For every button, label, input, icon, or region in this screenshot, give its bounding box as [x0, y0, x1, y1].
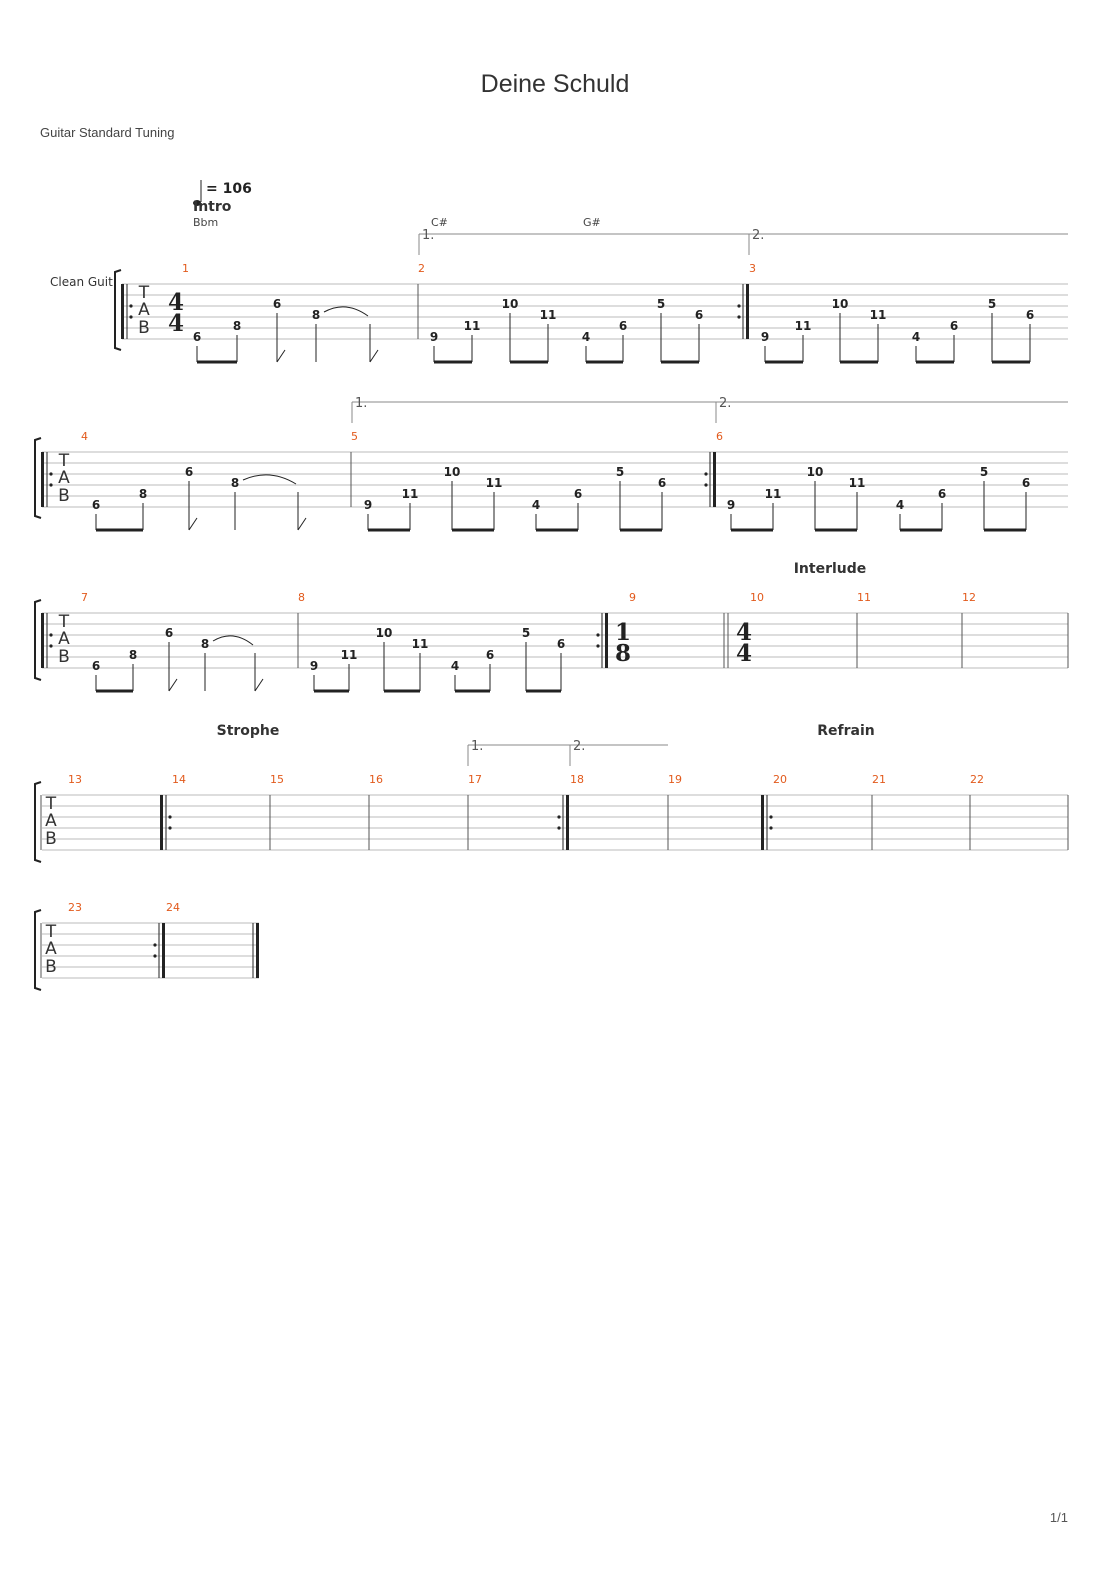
measure-number-7: 7	[81, 591, 88, 604]
tab-clef-a: A	[58, 629, 70, 649]
fret-number: 6	[91, 498, 101, 512]
fret-number: 11	[411, 637, 429, 651]
chord-bbm: Bbm	[193, 216, 219, 229]
tab-clef-b: B	[45, 957, 57, 977]
fret-number: 11	[340, 648, 358, 662]
fret-number: 6	[272, 297, 282, 311]
tab-clef-t: T	[58, 612, 70, 632]
section-interlude: Interlude	[793, 561, 867, 577]
measure-number-4: 4	[81, 430, 88, 443]
fret-number: 6	[1025, 308, 1035, 322]
measure-number-6: 6	[716, 430, 723, 443]
measure-number-5: 5	[351, 430, 358, 443]
measure-number-20: 20	[773, 773, 787, 786]
fret-number: 11	[848, 476, 866, 490]
section-refrain: Refrain	[817, 723, 875, 739]
fret-number: 5	[656, 297, 666, 311]
fret-number: 9	[760, 330, 770, 344]
fret-number: 10	[501, 297, 519, 311]
section-intro: Intro	[193, 199, 232, 215]
time-sig-denominator: 8	[614, 640, 632, 667]
tab-clef-t: T	[45, 794, 57, 814]
tab-clef-t: T	[138, 283, 150, 303]
system-1	[50, 180, 1068, 362]
tab-clef-t: T	[58, 451, 70, 471]
measure-number-17: 17	[468, 773, 482, 786]
fret-number: 4	[581, 330, 591, 344]
tuning-label: Guitar Standard Tuning	[40, 125, 175, 140]
fret-number: 8	[128, 648, 138, 662]
fret-number: 11	[764, 487, 782, 501]
fret-number: 10	[375, 626, 393, 640]
measure-number-21: 21	[872, 773, 886, 786]
tab-clef-a: A	[138, 300, 150, 320]
fret-number: 10	[443, 465, 461, 479]
volta-second-2: 2.	[719, 396, 732, 411]
volta-first-2: 1.	[355, 396, 368, 411]
fret-number: 4	[450, 659, 460, 673]
fret-number: 10	[806, 465, 824, 479]
fret-number: 6	[485, 648, 495, 662]
time-sig-numerator: 4	[167, 289, 185, 316]
tab-clef-a: A	[45, 811, 57, 831]
measure-number-23: 23	[68, 901, 82, 914]
fret-number: 8	[230, 476, 240, 490]
system-4	[35, 723, 1068, 862]
volta-second-1: 2.	[752, 228, 765, 243]
fret-number: 8	[232, 319, 242, 333]
tab-clef-a: A	[58, 468, 70, 488]
fret-number: 11	[869, 308, 887, 322]
fret-number: 10	[831, 297, 849, 311]
fret-number: 11	[794, 319, 812, 333]
measure-number-11: 11	[857, 591, 871, 604]
measure-number-14: 14	[172, 773, 186, 786]
measure-number-10: 10	[750, 591, 764, 604]
fret-number: 4	[911, 330, 921, 344]
fret-number: 6	[657, 476, 667, 490]
fret-number: 6	[556, 637, 566, 651]
page-number: 1/1	[1049, 1510, 1068, 1525]
fret-number: 6	[1021, 476, 1031, 490]
tab-clef-b: B	[58, 647, 70, 667]
fret-number: 6	[618, 319, 628, 333]
measure-number-1: 1	[182, 262, 189, 275]
fret-number: 6	[694, 308, 704, 322]
measure-number-3: 3	[749, 262, 756, 275]
section-strophe: Strophe	[216, 723, 280, 739]
fret-number: 6	[192, 330, 202, 344]
fret-number: 5	[979, 465, 989, 479]
fret-number: 11	[539, 308, 557, 322]
system-2	[35, 396, 1068, 530]
fret-number: 9	[726, 498, 736, 512]
time-sig-numerator: 4	[735, 619, 753, 646]
fret-number: 8	[138, 487, 148, 501]
fret-number: 11	[463, 319, 481, 333]
measure-number-18: 18	[570, 773, 584, 786]
tab-clef-b: B	[58, 486, 70, 506]
fret-number: 8	[311, 308, 321, 322]
volta-first-3: 1.	[471, 739, 484, 754]
measure-number-15: 15	[270, 773, 284, 786]
time-sig-denominator: 4	[735, 640, 753, 667]
fret-number: 11	[485, 476, 503, 490]
measure-number-2: 2	[418, 262, 425, 275]
fret-number: 6	[184, 465, 194, 479]
measure-number-19: 19	[668, 773, 682, 786]
fret-number: 6	[949, 319, 959, 333]
measure-number-9: 9	[629, 591, 636, 604]
fret-number: 8	[200, 637, 210, 651]
volta-first-1: 1.	[422, 228, 435, 243]
tab-clef-a: A	[45, 939, 57, 959]
chord-gsharp: G#	[583, 216, 601, 229]
song-title: Deine Schuld	[480, 70, 630, 98]
fret-number: 6	[164, 626, 174, 640]
system-3	[35, 561, 1068, 691]
fret-number: 4	[531, 498, 541, 512]
fret-number: 5	[987, 297, 997, 311]
measure-number-8: 8	[298, 591, 305, 604]
fret-number: 11	[401, 487, 419, 501]
track-name: Clean Guit	[50, 275, 113, 289]
fret-number: 4	[895, 498, 905, 512]
fret-number: 9	[309, 659, 319, 673]
fret-number: 6	[91, 659, 101, 673]
tab-clef-b: B	[138, 318, 150, 338]
time-sig-numerator: 1	[614, 619, 632, 646]
measure-number-22: 22	[970, 773, 984, 786]
time-sig-denominator: 4	[167, 310, 185, 337]
volta-second-3: 2.	[573, 739, 586, 754]
tempo-marking: = 106	[206, 181, 252, 197]
chord-csharp: C#	[431, 216, 448, 229]
fret-number: 9	[429, 330, 439, 344]
measure-number-24: 24	[166, 901, 180, 914]
fret-number: 9	[363, 498, 373, 512]
fret-number: 5	[615, 465, 625, 479]
measure-number-12: 12	[962, 591, 976, 604]
fret-number: 6	[937, 487, 947, 501]
measure-number-16: 16	[369, 773, 383, 786]
measure-number-13: 13	[68, 773, 82, 786]
fret-number: 5	[521, 626, 531, 640]
system-5	[35, 901, 259, 990]
tab-clef-t: T	[45, 922, 57, 942]
fret-number: 6	[573, 487, 583, 501]
tab-clef-b: B	[45, 829, 57, 849]
